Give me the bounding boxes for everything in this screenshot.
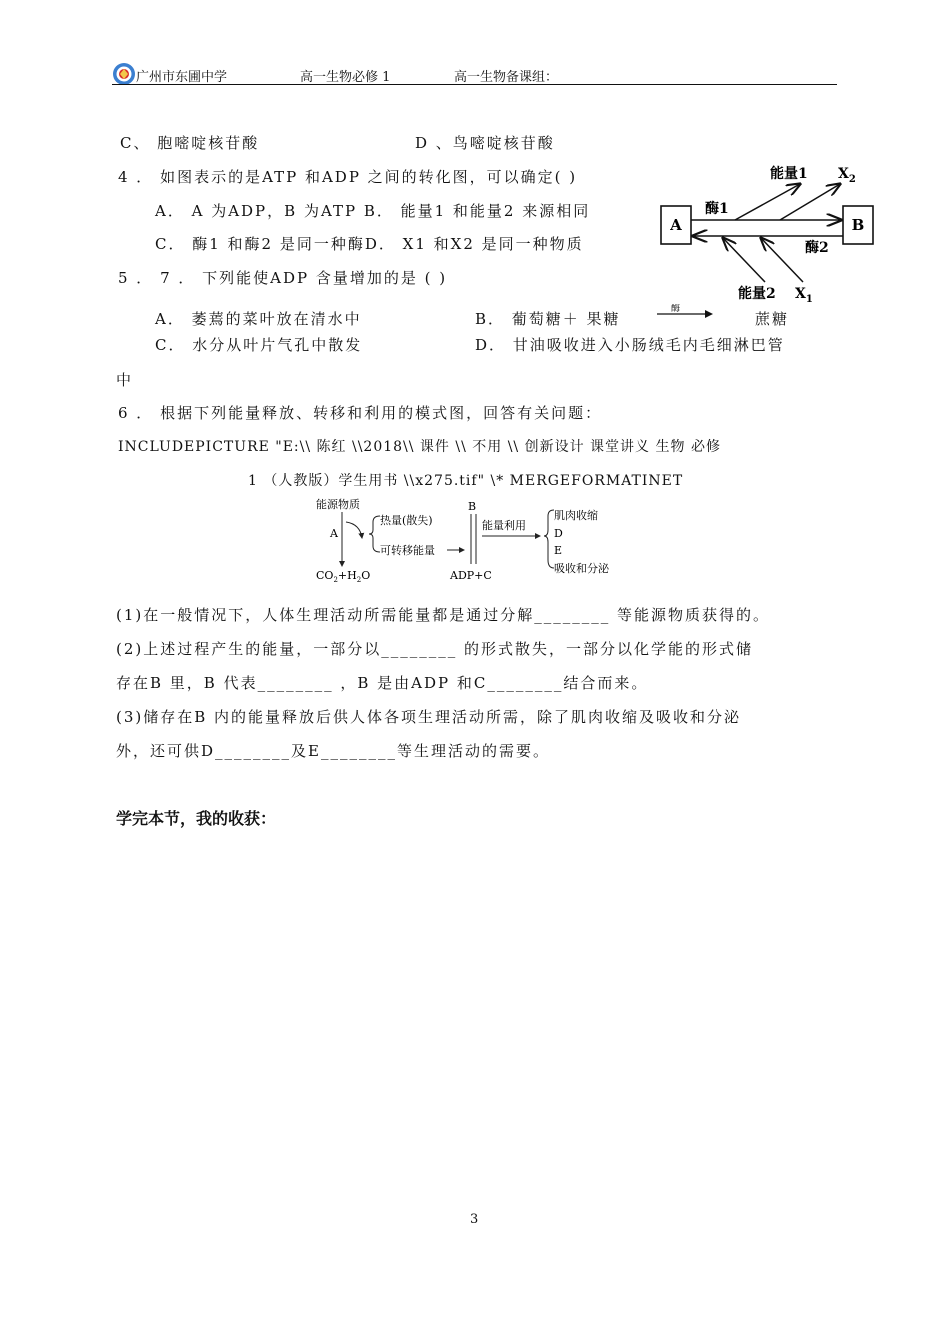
- q6-part2-line2: 存在B 里，B 代表________ ，B 是由ADP 和C________结合而来。: [116, 674, 649, 692]
- q6-part3-line2: 外，还可供D________及E________等生理活动的需要。: [116, 742, 550, 760]
- include-field-line2: 1 （人教版）学生用书 \\x275.tif" \* MERGEFORMATINET: [248, 473, 684, 489]
- box-a-label: A: [670, 216, 682, 234]
- transferable-energy-label: 可转移能量: [380, 544, 435, 557]
- q4-options-cd: C． 酶1 和酶2 是同一种酶D． X1 和X2 是同一种物质: [155, 235, 584, 253]
- reaction-arrow: [655, 304, 717, 320]
- label-d: D: [554, 527, 563, 540]
- include-field-line1: INCLUDEPICTURE "E:\\ 陈红 \\2018\\ 课件 \\ 不用 \\ 创新设计 课堂讲义 生物 必修: [118, 439, 721, 455]
- q5-option-b-product: 蔗糖: [755, 310, 790, 328]
- header-rule: [112, 84, 837, 85]
- x2-label: $X_2$: [838, 166, 856, 185]
- q4-options-ab: A． A 为ADP，B 为ATP B． 能量1 和能量2 来源相同: [155, 202, 591, 220]
- enzyme1-label: 酶1: [705, 201, 729, 217]
- enzyme2-label: 酶2: [805, 240, 829, 256]
- header-school: 广州市东圃中学: [136, 70, 228, 85]
- atp-adp-diagram: [655, 158, 875, 308]
- q4-stem: 4 ． 如图表示的是ATP 和ADP 之间的转化图，可以确定( ): [118, 168, 578, 186]
- muscle-label: 肌肉收缩: [554, 509, 598, 522]
- x1-label: $X_1$: [795, 286, 813, 305]
- harvest-heading: 学完本节，我的收获：: [116, 809, 277, 828]
- q3-option-d: D 、鸟嘧啶核苷酸: [415, 134, 555, 152]
- page-number: 3: [470, 1212, 479, 1227]
- energy-flow-diagram: [310, 494, 640, 586]
- energy2-label: 能量2: [738, 286, 776, 302]
- absorb-secrete-label: 吸收和分泌: [554, 562, 609, 575]
- label-e: E: [554, 544, 563, 557]
- q5-option-d-cont: 中: [116, 371, 134, 389]
- energy-source-label: 能源物质: [316, 498, 360, 511]
- co2-h2o-label: $CO_2+H_2O$: [316, 569, 371, 584]
- q3-option-c: C、 胞嘧啶核苷酸: [120, 134, 260, 152]
- q5-option-b: B． 葡萄糖＋ 果糖: [475, 310, 621, 328]
- q5-option-c: C． 水分从叶片气孔中散发: [155, 336, 363, 354]
- heat-label: 热量(散失): [380, 514, 433, 527]
- q6-part1: (1)在一般情况下，人体生理活动所需能量都是通过分解________ 等能源物质获得的。: [116, 606, 771, 624]
- adp-c-label: ADP+C: [450, 569, 492, 582]
- q6-stem: 6 ． 根据下列能量释放、转移和利用的模式图，回答有关问题：: [118, 404, 603, 422]
- arrow-energy2: [723, 238, 765, 282]
- school-logo: [112, 62, 136, 86]
- header-course: 高一生物必修 1: [300, 70, 391, 85]
- q6-part2-line1: (2)上述过程产生的能量，一部分以________ 的形式散失，一部分以化学能的形式储: [116, 640, 754, 658]
- label-b: B: [468, 500, 477, 513]
- q6-part3-line1: (3)储存在B 内的能量释放后供人体各项生理活动所需，除了肌肉收缩及吸收和分泌: [116, 708, 742, 726]
- box-b-label: B: [851, 216, 865, 234]
- reaction-arrow-label: 酶: [671, 304, 681, 314]
- energy1-label: 能量1: [770, 166, 808, 182]
- q5-stem: 5 ． 7 ． 下列能使ADP 含量增加的是 ( ): [118, 269, 448, 287]
- q5-option-a: A． 萎蔫的菜叶放在清水中: [155, 310, 362, 328]
- arrow-x1: [761, 238, 803, 282]
- header-group: 高一生物备课组：: [454, 70, 559, 85]
- label-a: A: [330, 527, 338, 540]
- energy-use-label: 能量利用: [482, 519, 526, 532]
- q5-option-d: D． 甘油吸收进入小肠绒毛内毛细淋巴管: [475, 336, 785, 354]
